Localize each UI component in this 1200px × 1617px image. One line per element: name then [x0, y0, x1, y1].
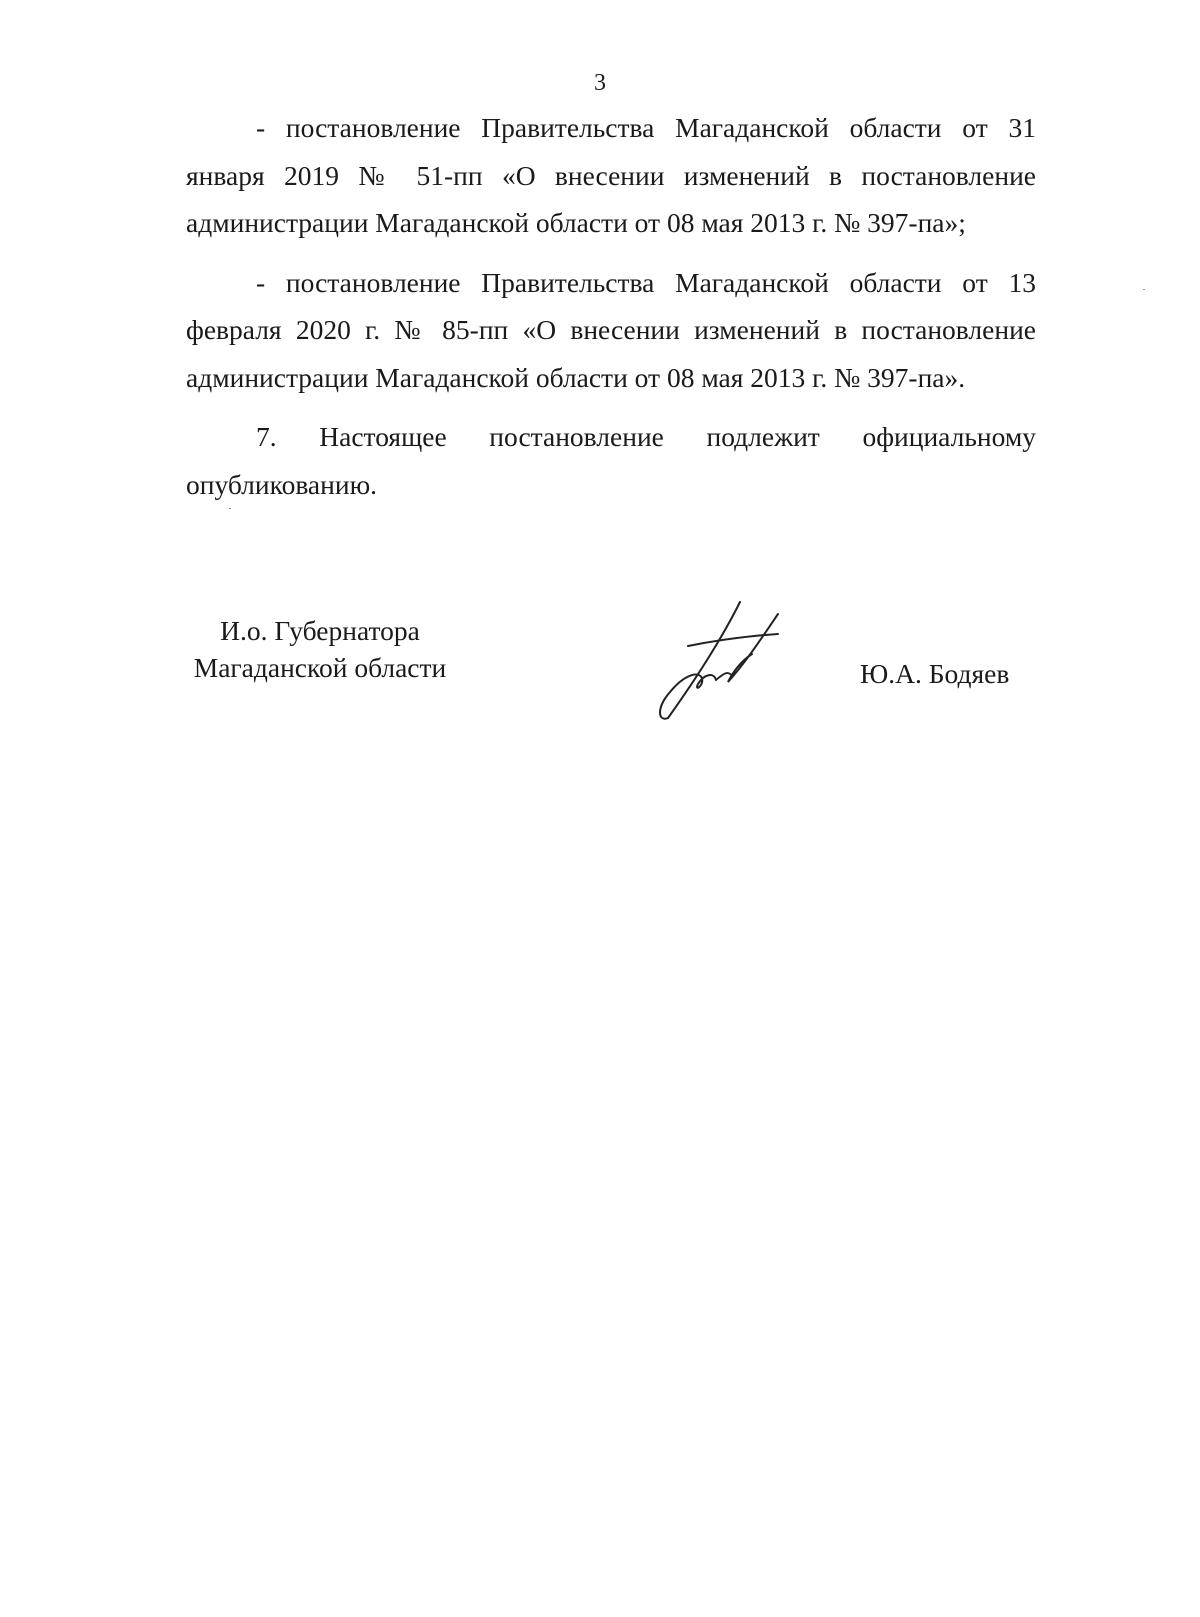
signatory-position-line1: И.о. Губернатора — [220, 615, 420, 646]
paragraph-repeal-2019: - постановление Правительства Магаданской области от 31 января 2019 № 51-пп «О внесении изменений в постановление администрации Магаданской области от 08 мая 2013 г. № 397-па»; — [186, 112, 1036, 238]
scan-speck — [1143, 289, 1145, 290]
handwritten-signature — [628, 596, 798, 726]
scan-speck — [229, 508, 231, 509]
paragraph-repeal-2020: - постановление Правительства Магаданской области от 13 февраля 2020 г. № 85-пп «О внесении изменений в постановление администрации Магаданской области от 08 мая 2013 г. № 397-па». — [186, 266, 1036, 393]
page-number: 3 — [594, 70, 606, 96]
signatory-position-line2: Магаданской области — [193, 652, 447, 683]
paragraph-publication: 7. Настоящее постановление подлежит официальному опубликованию. — [186, 421, 1036, 500]
signatory-position — [170, 612, 470, 686]
document-body — [186, 104, 1036, 508]
signer-name: Ю.А. Бодяев — [860, 658, 1010, 689]
